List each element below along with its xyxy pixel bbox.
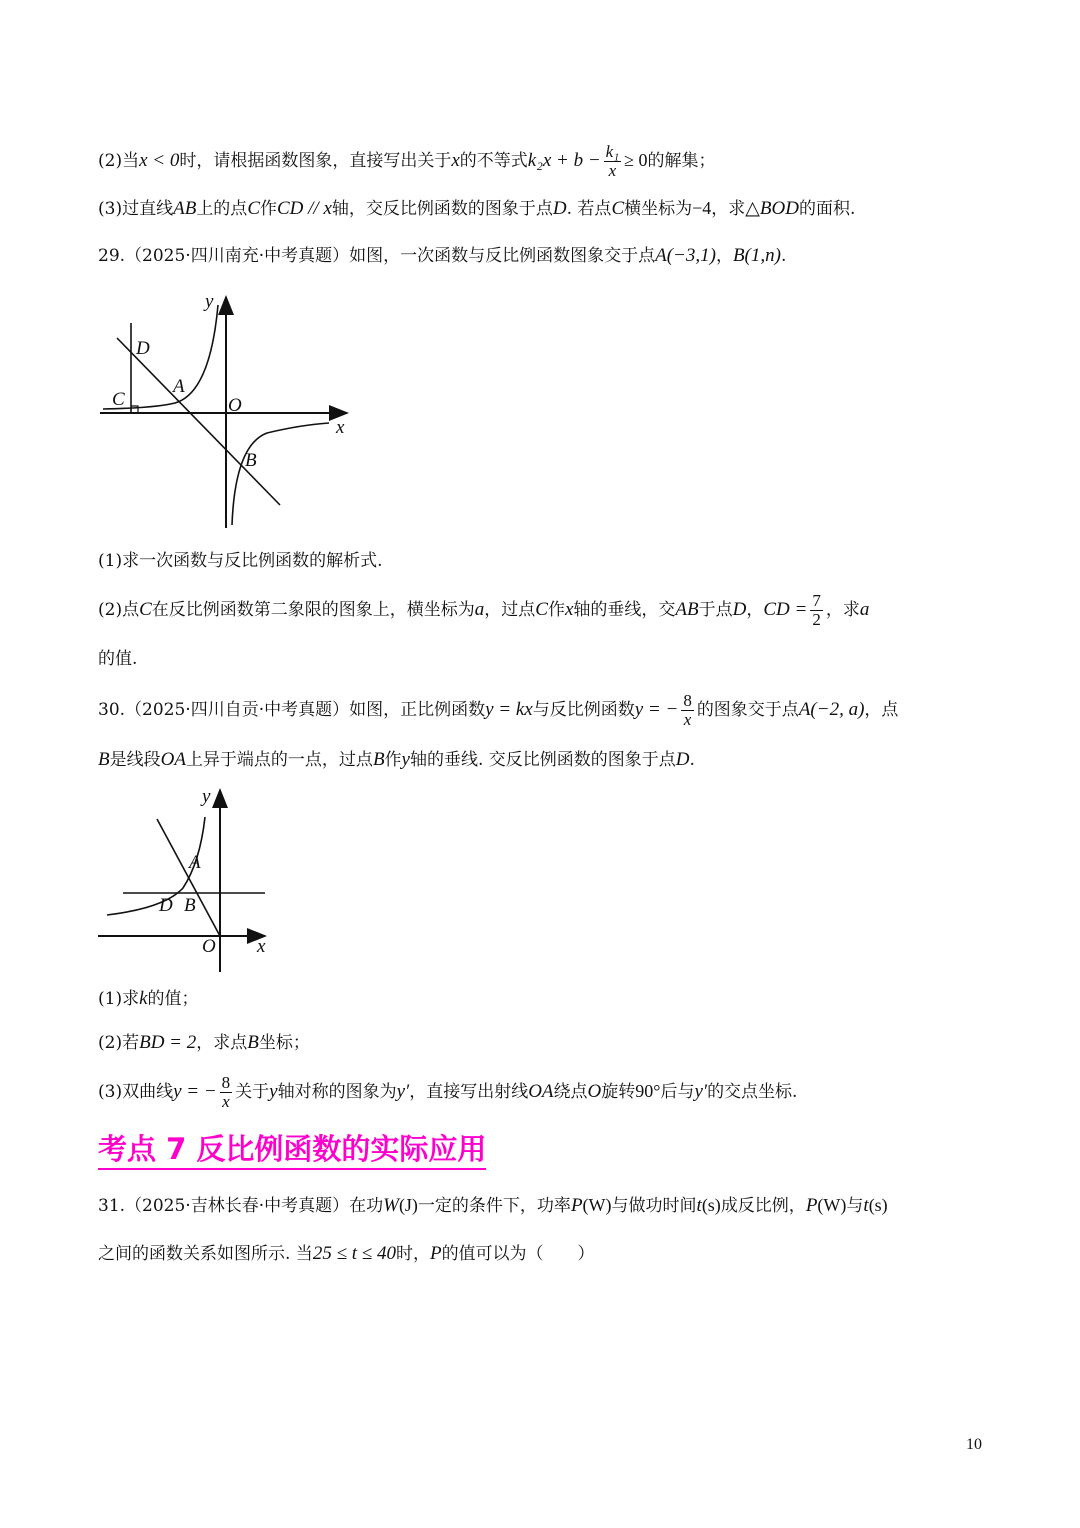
q31-stem-line2: 之间的函数关系如图所示. 当25 ≤ t ≤ 40时，P的值可以为（ ） [98, 1243, 595, 1264]
label-a: A [173, 376, 185, 397]
q30-stem-line2: B是线段OA上异于端点的一点，过点B作y轴的垂线. 交反比例函数的图象于点D. [98, 749, 695, 770]
label-d: D [136, 338, 150, 359]
label-c: C [112, 389, 125, 410]
label-b: B [245, 450, 257, 471]
q28-part3: (3)过直线AB上的点C作CD // x轴，交反比例函数的图象于点D. 若点C横坐标为−4，求△BOD的面积. [98, 198, 856, 219]
label-y: y [202, 786, 211, 807]
q29-figure [95, 285, 365, 535]
hyperbola-branch-4th-quadrant [232, 423, 329, 525]
label-o: O [202, 936, 216, 957]
label-y: y [205, 291, 214, 312]
fraction-8-over-x: $\frac{8}{x}$ [221, 1073, 231, 1111]
label-x: x [336, 417, 345, 438]
section-heading: 考点 7 反比例函数的实际应用 [98, 1130, 486, 1170]
fraction-k1-over-x: $\frac{\text{k₁}}{x}$ [605, 142, 620, 180]
page-number: 10 [966, 1436, 982, 1453]
q28-part2: (2)当x < 0时，请根据函数图象，直接写出关于x的不等式k₂x + b − $\frac{\text{k₁}}{x}$ ≥ 0的解集； [98, 142, 716, 180]
q30-part3: (3)双曲线y = − $\frac{8}{x}$ 关于y轴对称的图象为y′，直接写出射线OA绕点O旋转90°后与y′的交点坐标. [98, 1073, 798, 1111]
label-x: x [257, 936, 266, 957]
q30-figure [95, 782, 285, 977]
label-b: B [184, 895, 196, 916]
q29-part2: (2)点C在反比例函数第二象限的图象上，横坐标为a，过点C作x轴的垂线，交AB于点D，CD = $\frac{7}{2}$ ，求a [98, 591, 870, 629]
q29-part2-cont: 的值. [98, 649, 138, 669]
fraction-8-over-x: $\frac{8}{x}$ [683, 691, 692, 729]
label-a: A [189, 852, 201, 873]
line-ab [117, 338, 280, 505]
label-d: D [159, 895, 173, 916]
fraction-7-over-2: $\frac{7}{2}$ [812, 591, 821, 629]
q29-part1: (1)求一次函数与反比例函数的解析式. [98, 551, 383, 571]
q31-stem-line1: 31.（2025·吉林长春·中考真题）在功W(J)一定的条件下，功率P(W)与做功时间t(s)成反比例，P(W)与t(s) [98, 1195, 888, 1216]
q30-stem: 30.（2025·四川自贡·中考真题）如图，正比例函数y = kx与反比例函数y = − $\frac{8}{x}$ 的图象交于点A(−2, a)，点 [98, 691, 899, 729]
q30-part2: (2)若BD = 2，求点B坐标； [98, 1032, 310, 1053]
q29-stem: 29.（2025·四川南充·中考真题）如图，一次函数与反比例函数图象交于点A(−3,1)，B(1,n). [98, 245, 787, 266]
q30-part1: (1)求k的值； [98, 988, 199, 1009]
label-o: O [228, 395, 242, 416]
